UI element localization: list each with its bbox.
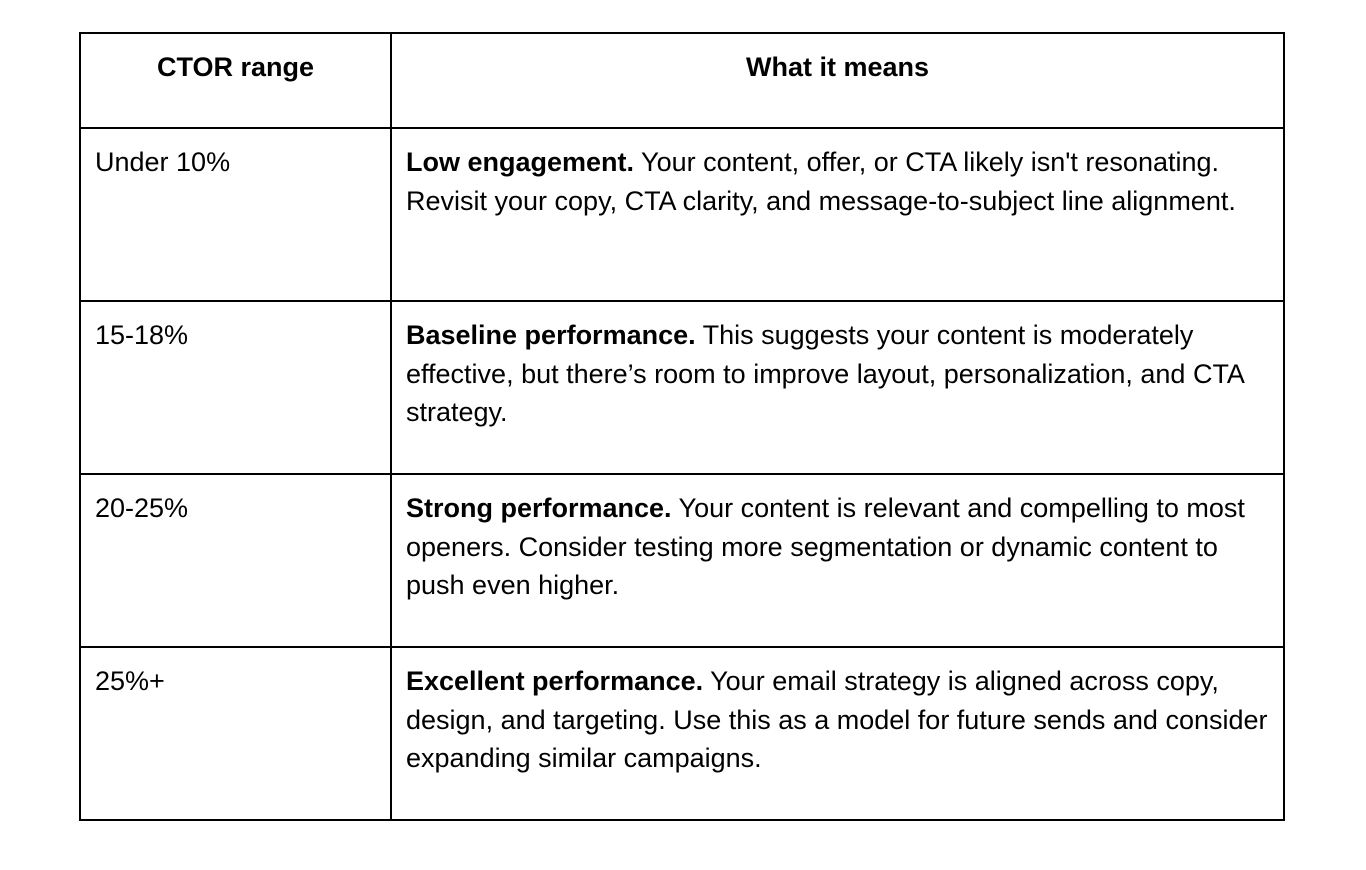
table-row (80, 128, 1284, 301)
meaning-text: Your content is relevant and compelling to most openers. Consider testing more segmentation or dynamic content to push even higher. (406, 493, 1245, 600)
ctor-range-cell: 15-18% (80, 301, 391, 474)
table-row (80, 301, 1284, 474)
meaning-text: This suggests your content is moderately effective, but there’s room to improve layout, personalization, and CTA strategy. (406, 320, 1244, 427)
ctor-range-cell: 25%+ (80, 647, 391, 820)
meaning-cell (391, 647, 1284, 820)
table-row (80, 474, 1284, 647)
meaning-text: Your email strategy is aligned across copy, design, and targeting. Use this as a model for future sends and consider expanding similar campaigns. (406, 666, 1268, 773)
header-what-it-means: What it means (391, 33, 1284, 128)
meaning-cell (391, 301, 1284, 474)
meaning-lead: Excellent performance. (406, 666, 704, 696)
ctor-range-cell: 20-25% (80, 474, 391, 647)
meaning-text: Your content, offer, or CTA likely isn't resonating. Revisit your copy, CTA clarity, and message-to-subject line alignment. (406, 147, 1236, 216)
ctor-range-cell: Under 10% (80, 128, 391, 301)
meaning-lead: Baseline performance. (406, 320, 696, 350)
table-row (80, 647, 1284, 820)
header-ctor-range: CTOR range (80, 33, 391, 128)
meaning-cell (391, 474, 1284, 647)
meaning-cell (391, 128, 1284, 301)
meaning-lead: Low engagement. (406, 147, 635, 177)
meaning-lead: Strong performance. (406, 493, 672, 523)
ctor-table (79, 32, 1285, 821)
table-header-row (80, 33, 1284, 128)
